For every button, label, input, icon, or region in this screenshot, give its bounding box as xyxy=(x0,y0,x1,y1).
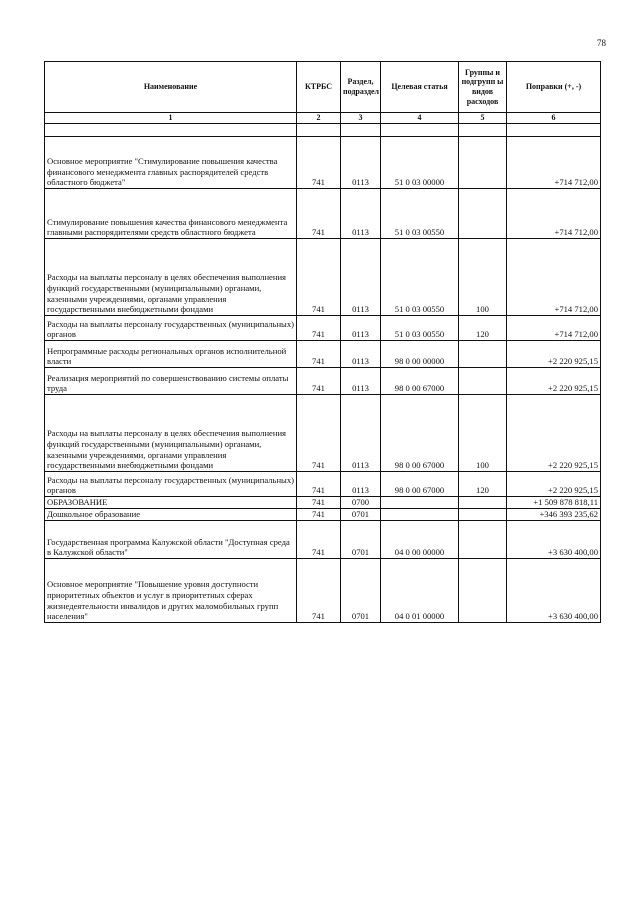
row-section: 0701 xyxy=(341,509,381,521)
row-ktrbs: 741 xyxy=(297,559,341,623)
row-expense-group: 100 xyxy=(459,395,507,472)
table-row xyxy=(45,509,601,521)
spacer-row xyxy=(45,124,601,137)
row-target-article: 04 0 00 00000 xyxy=(381,521,459,559)
header-section: Раздел, подраздел xyxy=(341,62,381,113)
header-amendments: Поправки (+, -) xyxy=(507,62,601,113)
table-row xyxy=(45,341,601,368)
row-ktrbs: 741 xyxy=(297,509,341,521)
row-section: 0113 xyxy=(341,189,381,239)
row-ktrbs: 741 xyxy=(297,497,341,509)
row-section: 0701 xyxy=(341,521,381,559)
row-amendment-amount: +714 712,00 xyxy=(507,239,601,316)
row-target-article: 51 0 03 00000 xyxy=(381,137,459,189)
column-number: 2 xyxy=(297,113,341,124)
table-row xyxy=(45,189,601,239)
row-section: 0113 xyxy=(341,341,381,368)
row-target-article: 51 0 03 00550 xyxy=(381,189,459,239)
header-name: Наименование xyxy=(45,62,297,113)
row-section: 0701 xyxy=(341,559,381,623)
row-expense-group: 100 xyxy=(459,239,507,316)
row-expense-group xyxy=(459,497,507,509)
row-target-article: 51 0 03 00550 xyxy=(381,239,459,316)
row-amendment-amount: +3 630 400,00 xyxy=(507,559,601,623)
row-expense-group xyxy=(459,509,507,521)
row-name: Расходы на выплаты персоналу государственных (муниципальных) органов xyxy=(45,316,297,341)
table-body xyxy=(45,124,601,623)
column-number: 3 xyxy=(341,113,381,124)
row-amendment-amount: +3 630 400,00 xyxy=(507,521,601,559)
table-row xyxy=(45,239,601,316)
row-name: ОБРАЗОВАНИЕ xyxy=(45,497,297,509)
row-section: 0113 xyxy=(341,137,381,189)
row-ktrbs: 741 xyxy=(297,368,341,395)
row-target-article xyxy=(381,509,459,521)
row-target-article: 98 0 00 67000 xyxy=(381,395,459,472)
column-number: 6 xyxy=(507,113,601,124)
row-expense-group xyxy=(459,521,507,559)
table-row xyxy=(45,559,601,623)
row-name: Стимулирование повышения качества финансового менеджмента главными распорядителями средств областного бюджета xyxy=(45,189,297,239)
row-name: Непрограммные расходы региональных органов исполнительной власти xyxy=(45,341,297,368)
row-amendment-amount: +714 712,00 xyxy=(507,137,601,189)
table-row xyxy=(45,137,601,189)
row-ktrbs: 741 xyxy=(297,472,341,497)
table-row xyxy=(45,395,601,472)
header-groups: Группы и подгрупп ы видов расходов xyxy=(459,62,507,113)
row-ktrbs: 741 xyxy=(297,395,341,472)
row-amendment-amount: +714 712,00 xyxy=(507,189,601,239)
row-name: Расходы на выплаты персоналу в целях обеспечения выполнения функций государственными (муниципальными) органами, казенными учреждениями, органами управления государственными внебюджетными фондами xyxy=(45,395,297,472)
row-name: Основное мероприятие "Повышение уровня доступности приоритетных объектов и услуг в приоритетных сферах жизнедеятельности инвалидов и других маломобильных групп населения" xyxy=(45,559,297,623)
row-target-article xyxy=(381,497,459,509)
row-section: 0113 xyxy=(341,316,381,341)
row-target-article: 51 0 03 00550 xyxy=(381,316,459,341)
row-amendment-amount: +2 220 925,15 xyxy=(507,472,601,497)
row-ktrbs: 741 xyxy=(297,316,341,341)
row-section: 0113 xyxy=(341,368,381,395)
row-name: Расходы на выплаты персоналу государственных (муниципальных) органов xyxy=(45,472,297,497)
row-expense-group: 120 xyxy=(459,316,507,341)
row-ktrbs: 741 xyxy=(297,239,341,316)
row-ktrbs: 741 xyxy=(297,521,341,559)
row-amendment-amount: +1 509 878 818,11 xyxy=(507,497,601,509)
row-expense-group xyxy=(459,189,507,239)
row-expense-group xyxy=(459,368,507,395)
row-amendment-amount: +2 220 925,15 xyxy=(507,395,601,472)
column-number: 4 xyxy=(381,113,459,124)
row-amendment-amount: +2 220 925,15 xyxy=(507,368,601,395)
table-row xyxy=(45,521,601,559)
table-row xyxy=(45,368,601,395)
row-section: 0113 xyxy=(341,239,381,316)
table-row xyxy=(45,472,601,497)
row-expense-group: 120 xyxy=(459,472,507,497)
row-section: 0700 xyxy=(341,497,381,509)
column-number: 1 xyxy=(45,113,297,124)
row-ktrbs: 741 xyxy=(297,189,341,239)
row-name: Реализация мероприятий по совершенствованию системы оплаты труда xyxy=(45,368,297,395)
row-name: Государственная программа Калужской области "Доступная среда в Калужской области" xyxy=(45,521,297,559)
column-number: 5 xyxy=(459,113,507,124)
table-row xyxy=(45,316,601,341)
budget-amendments-table xyxy=(44,61,601,623)
row-target-article: 98 0 00 67000 xyxy=(381,472,459,497)
header-ktrbs: КТРБС xyxy=(297,62,341,113)
row-ktrbs: 741 xyxy=(297,137,341,189)
row-expense-group xyxy=(459,559,507,623)
row-name: Основное мероприятие "Стимулирование повышения качества финансового менеджмента главных распорядителей средств областного бюджета" xyxy=(45,137,297,189)
table-row xyxy=(45,497,601,509)
page-number: 78 xyxy=(597,38,606,48)
row-ktrbs: 741 xyxy=(297,341,341,368)
row-target-article: 98 0 00 00000 xyxy=(381,341,459,368)
row-section: 0113 xyxy=(341,395,381,472)
row-amendment-amount: +346 393 235,62 xyxy=(507,509,601,521)
row-name: Расходы на выплаты персоналу в целях обеспечения выполнения функций государственными (муниципальными) органами, казенными учреждениями, органами управления государственными внебюджетными фондами xyxy=(45,239,297,316)
row-target-article: 98 0 00 67000 xyxy=(381,368,459,395)
row-name: Дошкольное образование xyxy=(45,509,297,521)
row-amendment-amount: +2 220 925,15 xyxy=(507,341,601,368)
header-target: Целевая статья xyxy=(381,62,459,113)
row-section: 0113 xyxy=(341,472,381,497)
row-amendment-amount: +714 712,00 xyxy=(507,316,601,341)
table-header-row xyxy=(45,62,601,113)
column-number-row xyxy=(45,113,601,124)
row-expense-group xyxy=(459,341,507,368)
row-target-article: 04 0 01 00000 xyxy=(381,559,459,623)
row-expense-group xyxy=(459,137,507,189)
